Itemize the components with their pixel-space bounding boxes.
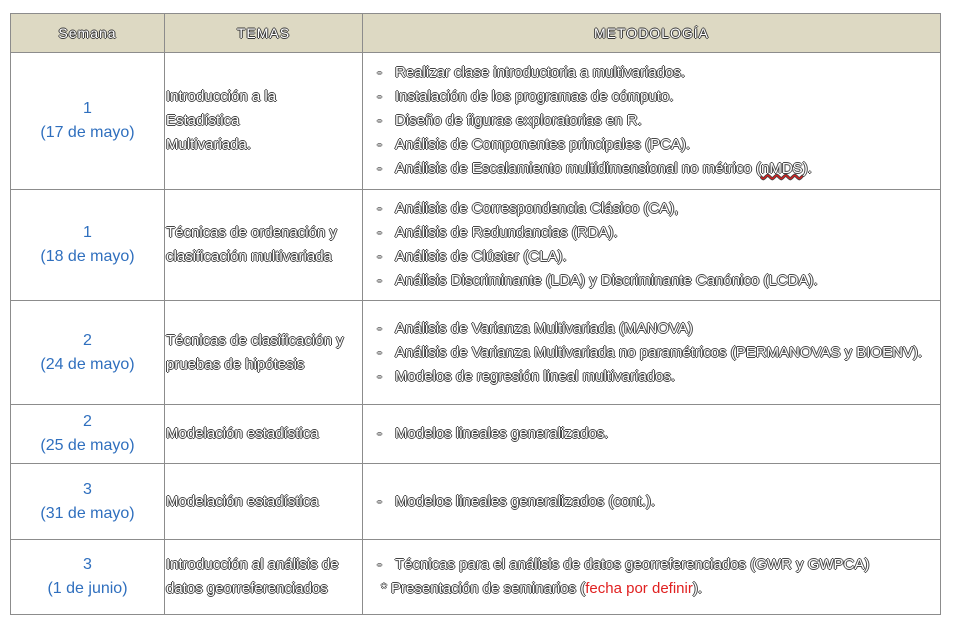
list-item: - Diseño de figuras exploratorias en R. [377,109,940,133]
list-item [377,157,940,181]
list-item: - Análisis de Redundancias (RDA). [377,221,940,245]
list-item: - Técnicas para el análisis de datos georreferenciados (GWR y GWPCA) [377,553,940,577]
topic-cell [165,301,363,405]
list-item: - Análisis de Varianza Multivariada no paramétricos (PERMANOVAS y BIOENV). [377,341,940,365]
list-item: - Modelos lineales generalizados (cont.). [377,490,940,514]
seminar-note [377,577,940,601]
table-row [11,190,941,301]
header-week: Semana [11,14,165,53]
header-topics: TEMAS [165,14,363,53]
list-item: - Instalación de los programas de cómputo. [377,85,940,109]
week-cell [11,190,165,301]
schedule-table [10,13,941,615]
table-row [11,405,941,464]
list-item: - Análisis de Clúster (CLA). [377,245,940,269]
week-cell [11,405,165,464]
topic-text: Introducción al análisis de datos georreferenciados [166,556,339,597]
table-row [11,540,941,615]
week-date: (25 de mayo) [40,437,135,454]
methodology-list [377,197,940,293]
topic-text: Introducción a la Estadística Multivariada. [166,88,277,153]
list-item: - Análisis de Componentes principales (PCA). [377,133,940,157]
week-date: (31 de mayo) [40,504,135,522]
week-cell [11,301,165,405]
table-row [11,464,941,540]
item-text-end: ). [802,160,812,177]
list-item: - Modelos de regresión lineal multivariados. [377,365,940,389]
week-number: 2 [83,331,92,349]
week-cell [11,540,165,615]
topic-text: Técnicas de ordenación y clasificación multivariada [166,224,337,265]
week-cell [11,53,165,190]
methodology-list [377,490,940,514]
week-date: (1 de junio) [47,580,128,597]
topic-text: Modelación estadística [166,425,319,442]
methodology-list [377,422,940,446]
week-date: (17 de mayo) [40,124,135,141]
header-row [11,14,941,53]
header-methodology: METODOLOGÍA [363,14,941,53]
topic-cell [165,190,363,301]
topic-cell [165,405,363,464]
methodology-list [377,553,940,577]
methodology-cell [363,53,941,190]
methodology-cell [363,301,941,405]
week-number: 1 [83,224,92,241]
methodology-cell [363,190,941,301]
list-item: - Análisis de Correspondencia Clásico (CA), [377,197,940,221]
list-item: - Realizar clase introductoria a multivariados. [377,61,940,85]
topic-cell [165,53,363,190]
week-date: (18 de mayo) [40,248,135,265]
list-item: - Análisis Discriminante (LDA) y Discriminante Canónico (LCDA). [377,269,940,293]
week-number: 3 [83,480,92,498]
note-prefix: * Presentación de seminarios ( [381,580,586,597]
note-suffix: ). [692,580,703,597]
methodology-list [377,317,940,389]
week-number: 2 [83,413,92,430]
table-row [11,53,941,190]
item-text: Análisis de Escalamiento multidimensional no métrico ( [395,160,761,177]
note-highlight: fecha por definir [585,580,693,597]
methodology-cell [363,464,941,540]
topic-cell [165,464,363,540]
list-item: - Modelos lineales generalizados. [377,422,940,446]
methodology-cell [363,540,941,615]
week-number: 3 [83,556,92,573]
topic-text: Técnicas de clasificación y pruebas de hipótesis [166,331,344,373]
week-number: 1 [83,100,92,117]
methodology-cell [363,405,941,464]
topic-text: Modelación estadística [166,492,319,510]
week-date: (24 de mayo) [40,355,135,373]
topic-cell [165,540,363,615]
list-item: - Análisis de Varianza Multivariada (MANOVA) [377,317,940,341]
nmds-abbreviation: nMDS [761,160,803,177]
table-row [11,301,941,405]
week-cell [11,464,165,540]
methodology-list [377,61,940,181]
